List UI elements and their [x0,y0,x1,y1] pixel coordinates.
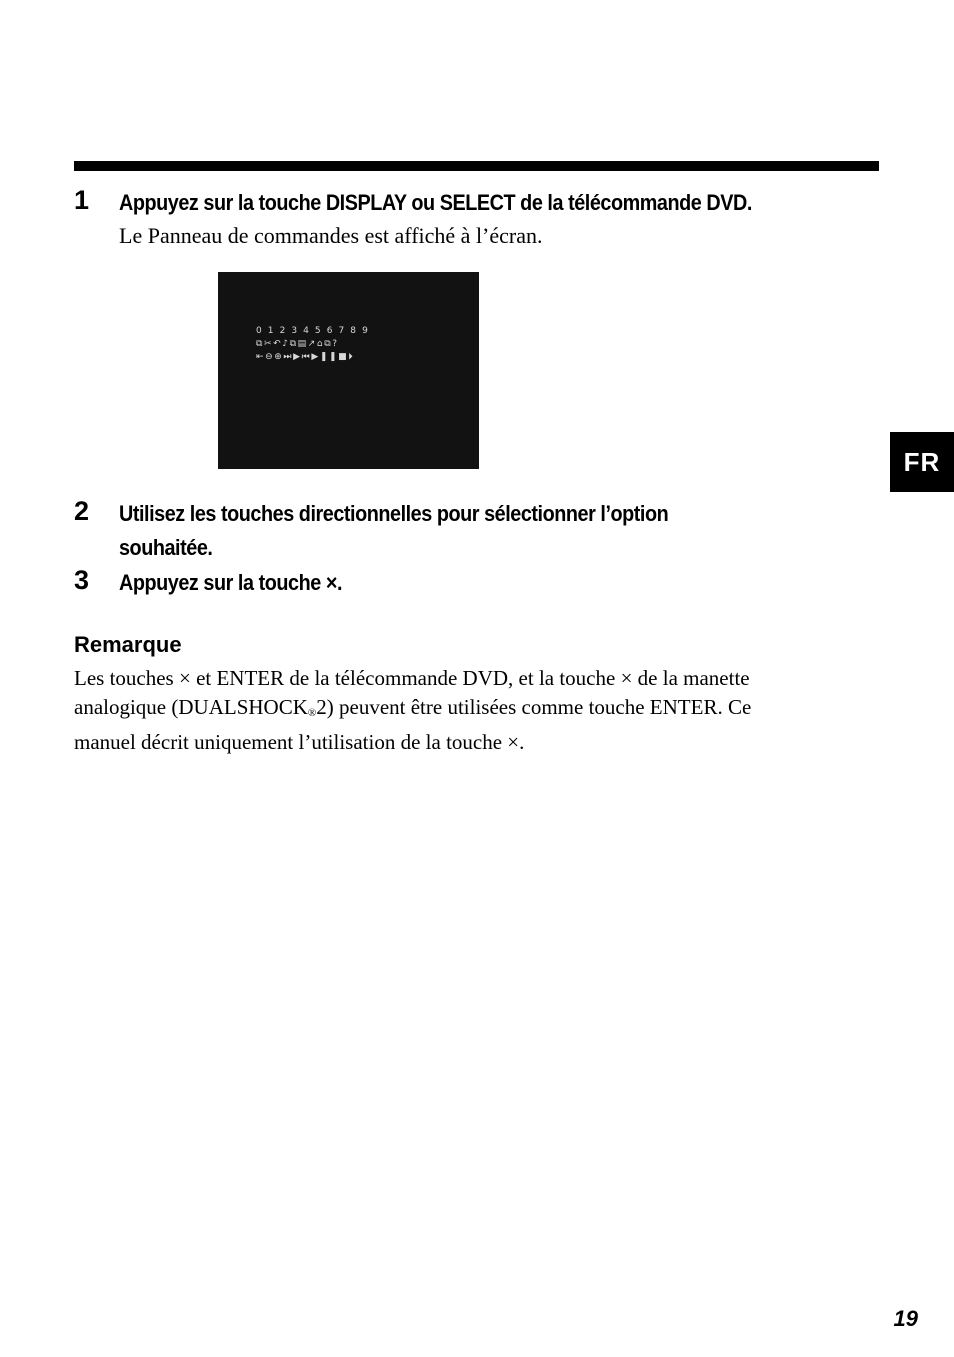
remark-line-2-end: 2) peuvent être utilisées comme touche ENTER. Ce [316,695,752,719]
remark-line-2-start: analogique (DUALSHOCK [74,695,308,719]
step-3-number: 3 [74,565,90,595]
section-rule [74,161,879,171]
screen-icon-row: ⧉✂↶♪⧉▤↗⌂⧉? [256,339,339,349]
remark-title: Remarque [74,632,182,657]
step-2-heading-line2: souhaitée. [119,535,213,560]
step-2-number: 2 [74,496,90,526]
screen-number-row: 0 1 2 3 4 5 6 7 8 9 [256,326,370,336]
control-panel-screenshot [218,272,479,469]
step-1-number: 1 [74,185,90,215]
step-2-heading-line1: Utilisez les touches directionnelles pour sélectionner l’option [119,501,669,526]
screen-playback-row: ⇤⊖⊕⏭▶⏮▶❚❚■⏵ [256,352,355,362]
language-tab-fr: FR [890,432,954,492]
remark-line-1: Les touches × et ENTER de la télécommande DVD, et la touche × de la manette [74,666,750,690]
step-1-body: Le Panneau de commandes est affiché à l’écran. [119,223,543,248]
remark-line-3: manuel décrit uniquement l’utilisation de la touche ×. [74,730,525,754]
remark-line-2 [74,693,864,728]
page-number: 19 [893,1306,918,1331]
remark-text [74,664,864,757]
step-1-heading: Appuyez sur la touche DISPLAY ou SELECT de la télécommande DVD. [119,190,752,215]
registered-mark: ® [307,707,317,719]
step-3-heading: Appuyez sur la touche ×. [119,570,343,595]
